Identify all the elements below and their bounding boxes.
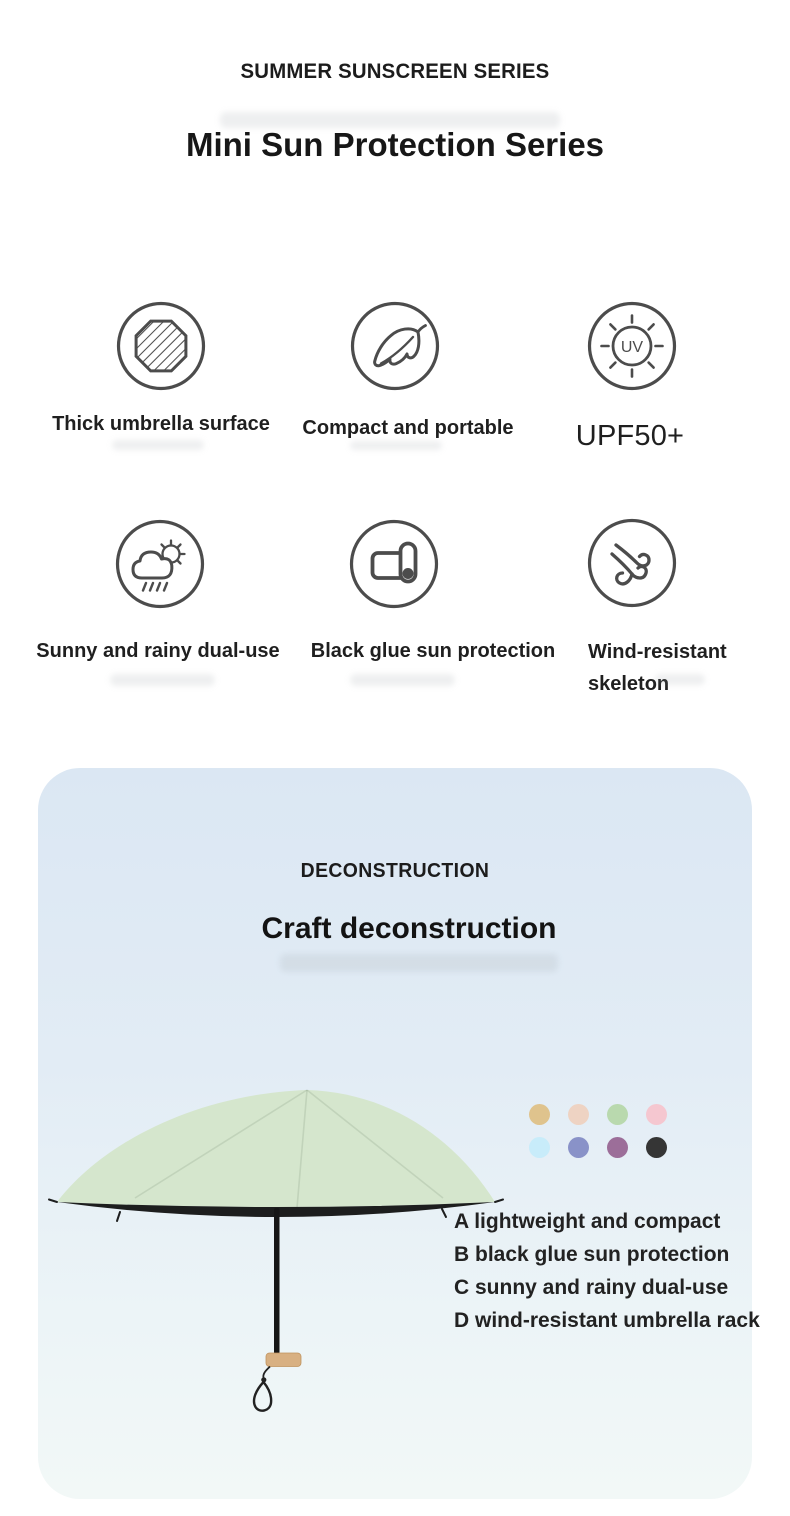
ghost-text-mark <box>112 440 204 450</box>
rolled-fabric-icon <box>348 518 440 610</box>
ghost-text-mark <box>350 674 455 686</box>
feature-point: B black glue sun protection <box>454 1243 730 1266</box>
wind-icon <box>586 517 678 609</box>
hatched-octagon-fabric-icon <box>115 300 207 392</box>
page-title: Mini Sun Protection Series <box>185 126 605 163</box>
ghost-text-mark <box>655 674 705 685</box>
color-swatch <box>646 1104 667 1125</box>
color-swatch <box>529 1137 550 1158</box>
color-swatch <box>529 1104 550 1125</box>
color-swatch <box>568 1137 589 1158</box>
color-swatch <box>607 1104 628 1125</box>
ghost-text-mark <box>110 674 215 686</box>
uv-sun-icon <box>586 300 678 392</box>
feature-point: D wind-resistant umbrella rack <box>454 1309 760 1332</box>
series-eyebrow: SUMMER SUNSCREEN SERIES <box>240 60 550 83</box>
feature-point-list <box>454 1205 760 1337</box>
uv-icon-text: UV <box>620 339 644 356</box>
deconstruction-eyebrow: DECONSTRUCTION <box>300 860 490 882</box>
feature-label: Thick umbrella surface <box>52 413 270 435</box>
umbrella-product-image <box>45 1082 505 1414</box>
color-swatch-grid <box>529 1104 667 1158</box>
feature-point: A lightweight and compact <box>454 1210 721 1233</box>
feature-label: Wind-resistant skeleton <box>588 641 727 695</box>
sun-rain-cloud-icon <box>114 518 206 610</box>
deconstruction-title: Craft deconstruction <box>261 912 557 945</box>
feature-point: C sunny and rainy dual-use <box>454 1276 729 1299</box>
color-swatch <box>607 1137 628 1158</box>
umbrella-handle <box>266 1353 301 1367</box>
ghost-text-mark <box>220 112 560 128</box>
feather-icon <box>349 300 441 392</box>
umbrella-shaft <box>274 1208 280 1354</box>
color-swatch <box>646 1137 667 1158</box>
color-swatch <box>568 1104 589 1125</box>
feature-label: Black glue sun protection <box>310 640 556 662</box>
ghost-text-mark <box>280 954 558 972</box>
feature-label: Sunny and rainy dual-use <box>36 640 280 662</box>
umbrella-canopy <box>57 1090 495 1207</box>
feature-label-upf50: UPF50+ <box>575 420 685 452</box>
feature-label: Compact and portable <box>302 417 514 439</box>
ghost-text-mark <box>350 441 442 450</box>
umbrella-wrist-strap <box>254 1367 271 1411</box>
